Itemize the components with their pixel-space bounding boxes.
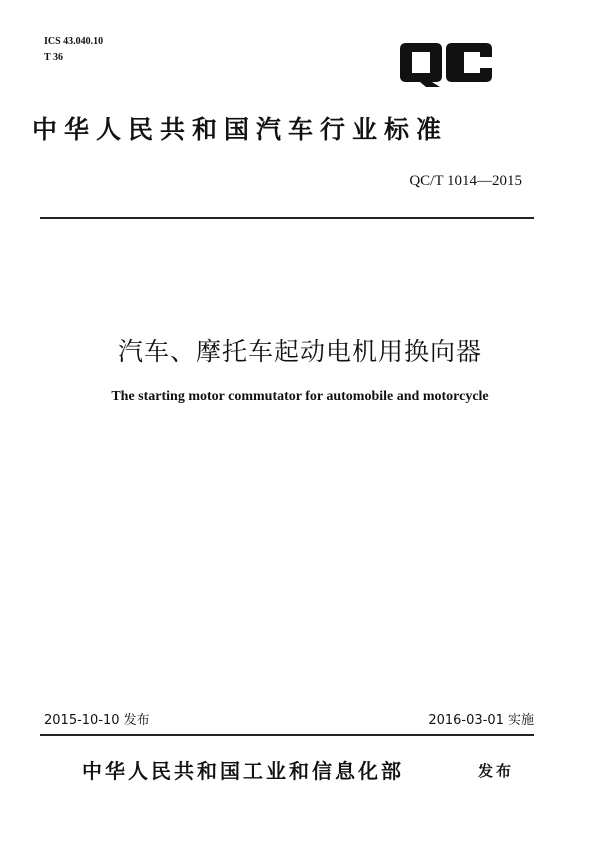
classification-code: T 36 [44, 52, 63, 63]
standard-category: 中华人民共和国汽车行业标准 [32, 115, 449, 144]
qc-logo [396, 40, 496, 88]
issue-date: 2015-10-10 发布 [44, 713, 150, 728]
qc-logo-letter-c [446, 43, 492, 82]
publisher-name: 中华人民共和国工业和信息化部 [82, 759, 404, 783]
document-title-english: The starting motor commutator for automobile and motorcycle [111, 389, 489, 404]
bottom-divider [40, 734, 534, 736]
standard-number: QC/T 1014—2015 [409, 173, 522, 189]
implementation-date: 2016-03-01 实施 [428, 713, 534, 728]
document-title-chinese: 汽车、摩托车起动电机用换向器 [117, 337, 482, 366]
qc-logo-letter-q [400, 43, 442, 87]
ics-code: ICS 43.040.10 [44, 36, 104, 47]
publish-label: 发布 [478, 762, 515, 780]
top-divider [40, 217, 534, 219]
